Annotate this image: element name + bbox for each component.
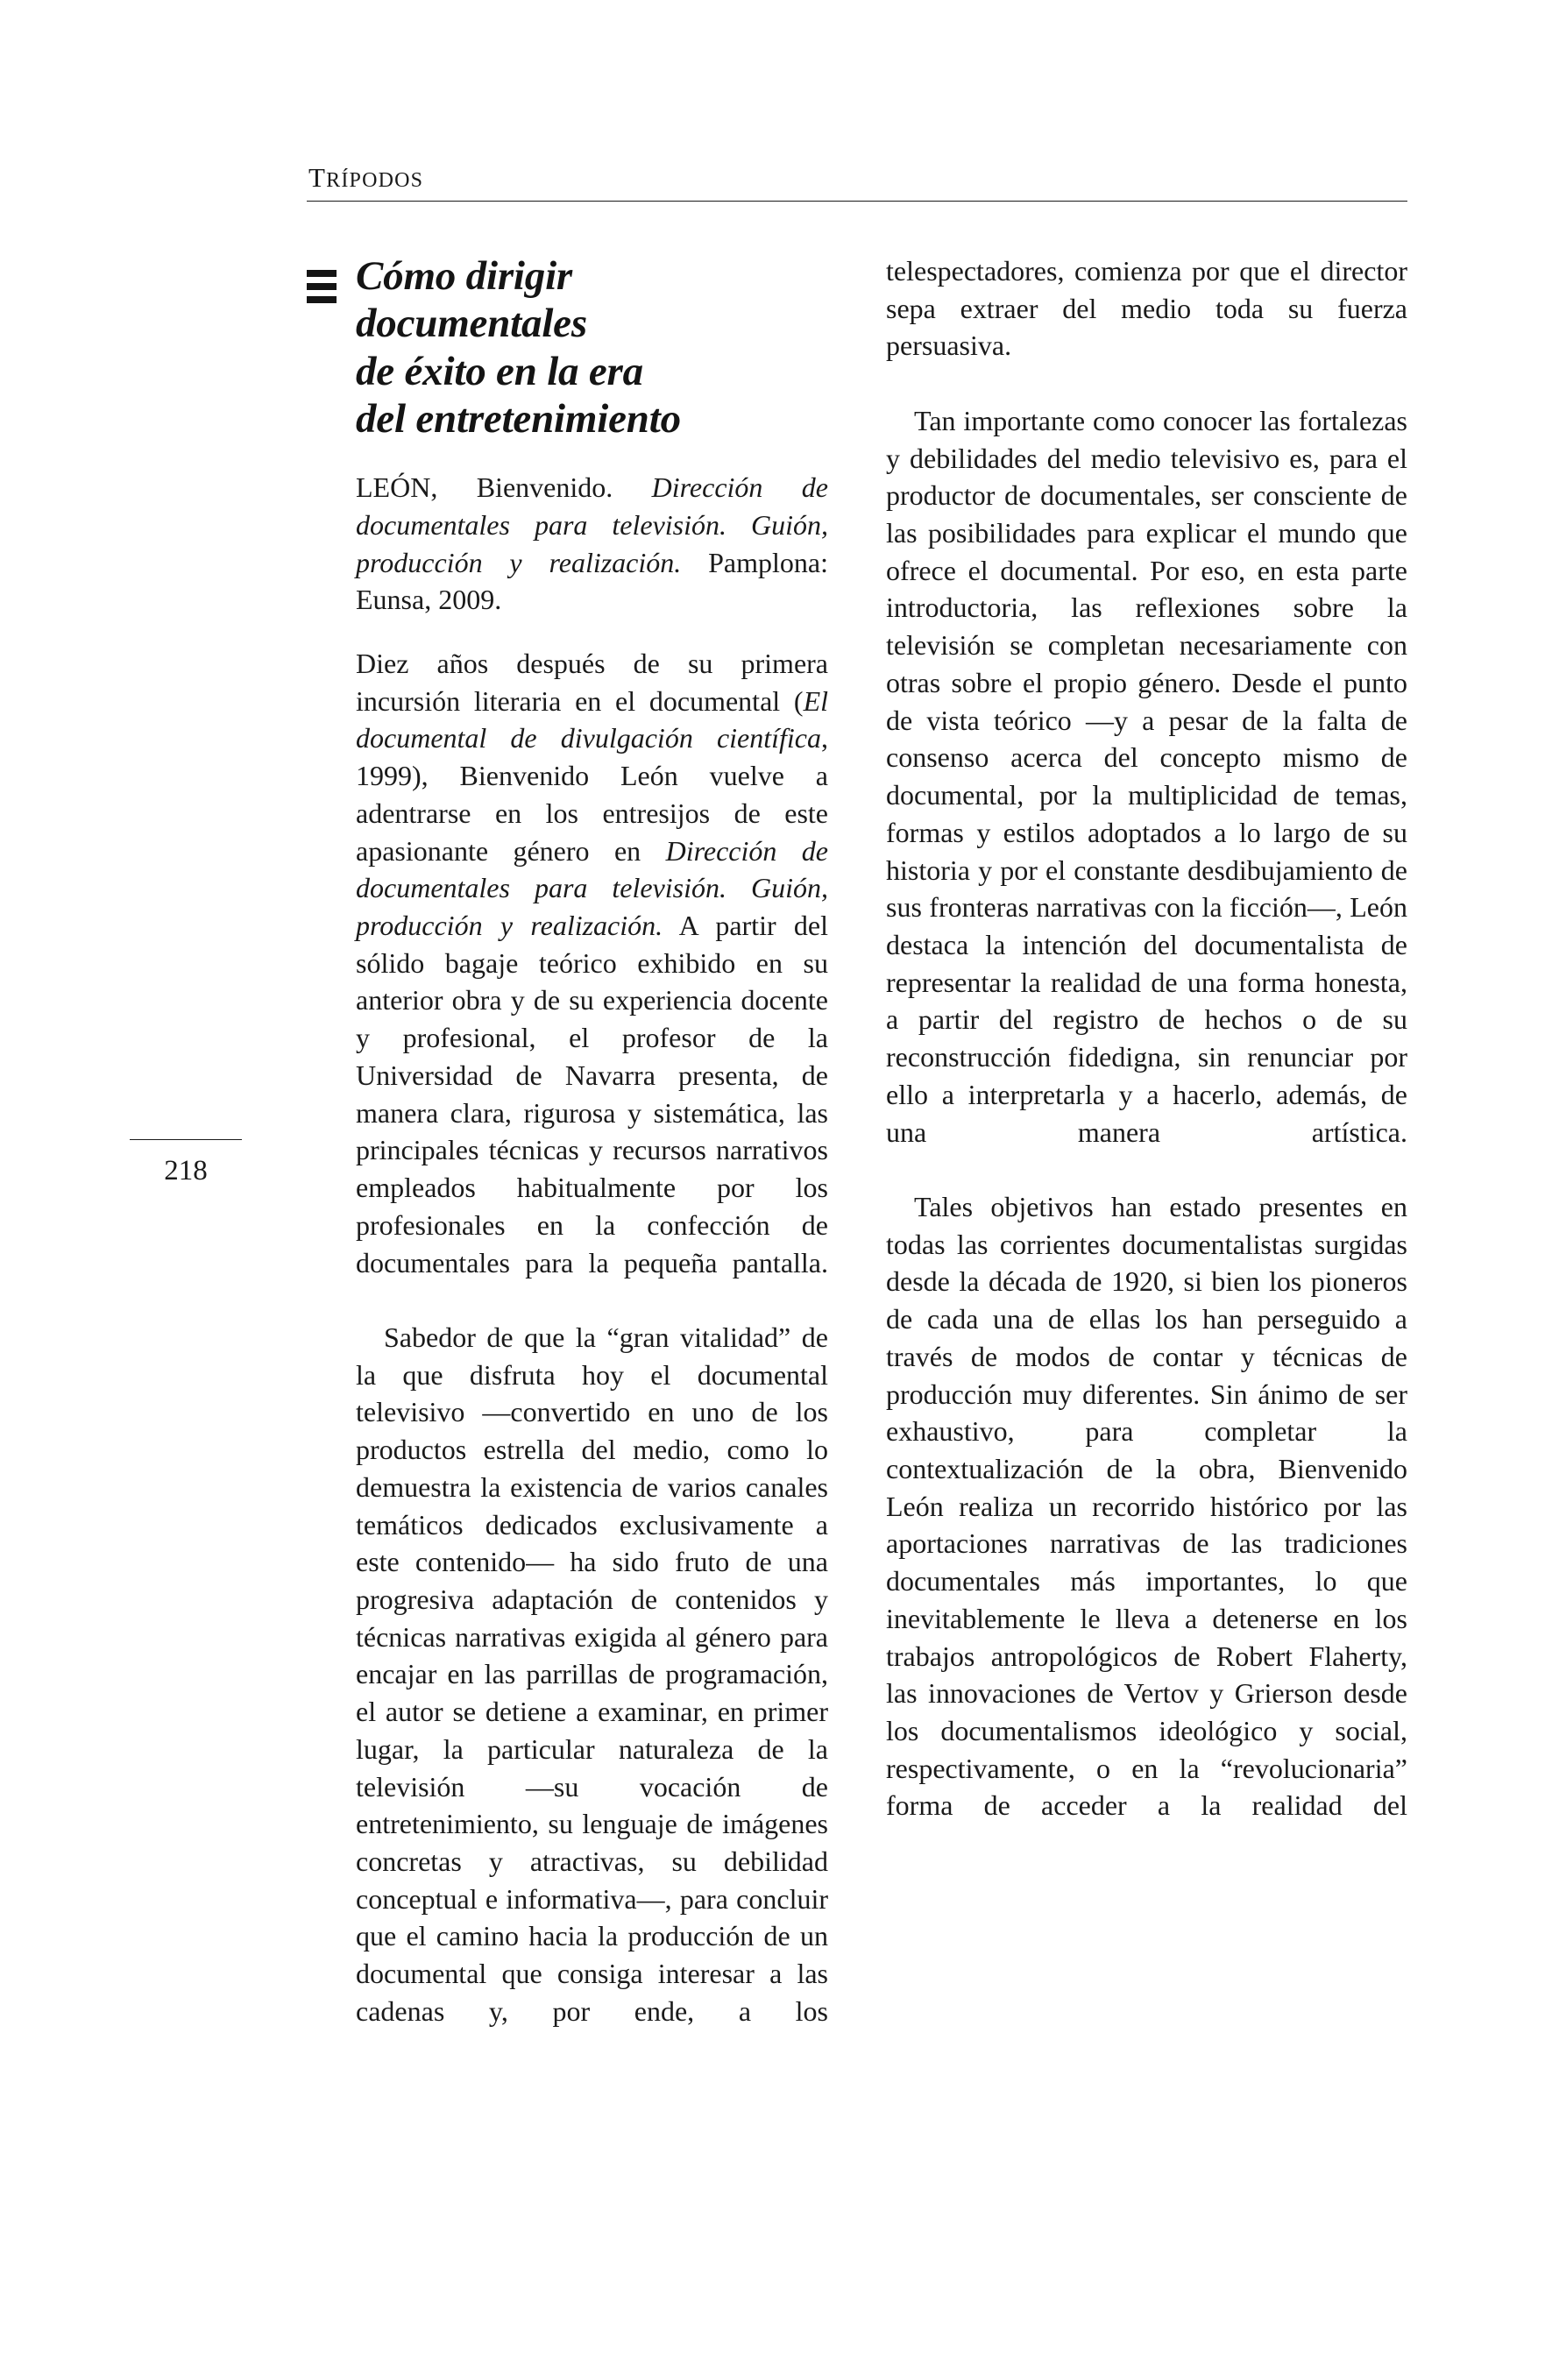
text-run: A partir del sólido bagaje teórico exhibido en su anterior obra y de su experiencia docente y profesional, el profesor de la Universidad de Navarra presenta, de manera clara, rigurosa y sistemática, las principales técnicas y recursos narrativos empleados habitualmente por los profesionales en la confección de documentales para la pequeña pantalla. — [356, 910, 829, 1279]
running-head-initial: T — [308, 162, 327, 193]
text-run: , 1999), Bienvenido León vuelve a adentrarse en los entresijos de este apasionante género en — [356, 722, 828, 867]
text-run: Sabedor de que la “gran vitalidad” de la que disfruta hoy el documental televisivo —convertido en uno de los productos estrella del medio, como lo demuestra la existencia de varios canales temáticos dedicados exclusivamente a este contenido— ha sido fruto de una progresiva adaptación de contenidos y técnicas narrativas exigida al género para encajar en las parrillas de programación, el autor se detiene a examinar, en primer lugar, la particular naturaleza de la televisión —su vocación de entretenimiento, su lenguaje de imágenes concretas y atractivas, su debilidad conceptual e informativa—, para concluir que el camino hacia la producción de un documental que consiga interesar a las cadenas y, por ende, a los — [356, 1321, 828, 2027]
italic-run: El documental de divulgación científica — [356, 684, 828, 754]
paragraph — [886, 402, 1407, 1188]
article-title — [356, 252, 828, 443]
article-title-line: de éxito en la era — [356, 348, 643, 394]
citation-work-title: Dirección de documentales para televisión. Guión, producción y realización. — [356, 471, 829, 578]
italic-run: Dirección de documentales para televisión. Guión, producción y realización. — [356, 834, 829, 942]
text-run: telespectadores, comienza por que el director sepa extraer del medio toda su fuerza persuasiva. — [886, 255, 1407, 362]
hamburger-icon — [307, 270, 337, 303]
book-citation — [356, 469, 828, 619]
paragraph — [356, 1319, 828, 2067]
left-column-body — [356, 645, 828, 2067]
folio-rule — [130, 1139, 242, 1140]
running-head-rest: RÍPODOS — [326, 169, 424, 192]
text-run: Diez años después de su primera incursión literaria en el documental ( — [356, 648, 828, 717]
citation-author: LEÓN, Bienvenido. — [356, 471, 652, 504]
page-number: 218 — [164, 1155, 208, 1186]
running-head — [308, 162, 423, 194]
citation-imprint: Pamplona: Eunsa, 2009. — [356, 546, 829, 616]
right-column — [886, 252, 1407, 1862]
paragraph — [886, 1188, 1407, 1862]
paragraph — [886, 252, 1407, 402]
article-title-block — [307, 252, 828, 443]
two-column-layout — [307, 252, 1407, 2320]
right-column-body — [886, 252, 1407, 1862]
paragraph — [356, 645, 828, 1319]
header-rule — [307, 201, 1407, 202]
text-run: Tan importante como conocer las fortalezas y debilidades del medio televisivo es, para el productor de documentales, ser consciente de las posibilidades para explicar el mundo que ofrece el documental. Por eso, en esta parte introductoria, las reflexiones sobre la televisión se completan necesariamente con otras sobre el propio género. Desde el punto de vista teórico —y a pesar de la falta de consenso acerca del concepto mismo de documental, por la multiplicidad de temas, formas y estilos adoptados a lo largo de su historia y por el constante desdibujamiento de sus fronteras narrativas con la ficción—, León destaca la intención del documentalista de representar la realidad de una forma honesta, a partir del registro de hechos o de su reconstrucción fidedigna, sin renunciar por ello a interpretarla y a hacerlo, además, de una manera artística. — [886, 404, 1407, 1148]
article-title-line: Cómo dirigir — [356, 253, 573, 299]
left-column — [307, 252, 828, 2067]
article-title-line: del entretenimiento — [356, 395, 681, 442]
text-run: Tales objetivos han estado presentes en todas las corrientes documentalistas surgidas desde la década de 1920, si bien los pioneros de cada una de ellas los han perseguido a través de modos de contar y técnicas de producción muy diferentes. Sin ánimo de ser exhaustivo, para completar la contextualización de la obra, Bienvenido León realiza un recorrido histórico por las aportaciones narrativas de las tradiciones documentales más importantes, lo que inevitablemente le lleva a detenerse en los trabajos antropológicos de Robert Flaherty, las innovaciones de Vertov y Grierson desde los documentalismos ideológico y social, respectivamente, o en la “revolucionaria” forma de acceder a la realidad del — [886, 1190, 1407, 1822]
article-title-line: documentales — [356, 301, 587, 347]
